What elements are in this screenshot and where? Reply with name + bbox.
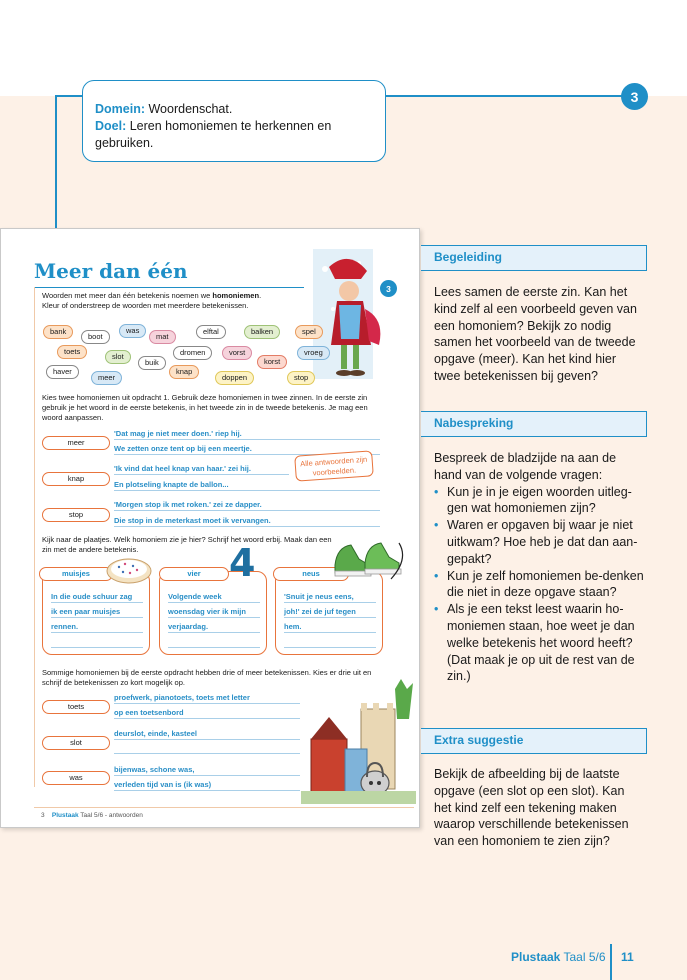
card-3-text: 'Snuit je neus eens, joh!' zei de juf tegen hem. — [284, 592, 356, 631]
task2-sentence-6: Die stop in de meterkast moet ik vervangen. — [114, 516, 271, 525]
word-doppen[interactable]: doppen — [215, 371, 254, 385]
word-haver[interactable]: haver — [46, 365, 79, 379]
card-2-answer: vier — [159, 567, 229, 581]
section-nabespreking-body: Bespreek de bladzijde na aan de hand van de volgende vragen: • Kun je in je eigen woorden uitleg-gen wat homoniemen zijn? • Waren er opgaven bij waar je niet uitkwam? Hoe heb je dat dan aan-gepakt? • Kun je zelf homoniemen be-denken die niet in deze opgave staan? • Als je een tekst leest waarin ho-moniemen staan, hoe weet je dan welke betekenis het woord heeft? (Dat maak je op uit de rest van de zin.) — [434, 450, 644, 685]
sprinkles-cake-image — [105, 555, 153, 585]
word-boot[interactable]: boot — [81, 330, 110, 344]
word-meer[interactable]: meer — [91, 371, 122, 385]
task2-sentence-2: We zetten onze tent op bij een meertje. — [114, 444, 252, 453]
left-rule — [55, 95, 57, 230]
task4-word-was: was — [42, 771, 110, 785]
worksheet-footer-rule — [34, 807, 414, 808]
word-bank[interactable]: bank — [43, 325, 73, 339]
word-toets[interactable]: toets — [57, 345, 87, 359]
task2-sentence-1: 'Dat mag je niet meer doen.' riep hij. — [114, 429, 242, 438]
question-item: • Kun je zelf homoniemen be-denken die niet in deze opgave staan? — [434, 568, 644, 602]
question-item: • Als je een tekst leest waarin ho-moniemen staan, hoe weet je dan welke betekenis het woord heeft? (Dat maak je op uit de rest van de zin.) — [434, 601, 644, 685]
task-3-instruction: Kijk naar de plaatjes. Welk homoniem zie je hier? Schrijf het woord erbij. Maak dan een zin met de andere betekenis. — [42, 535, 332, 554]
exercise-badge: 3 — [380, 280, 397, 297]
title-rule — [34, 287, 304, 288]
task2-word-knap: knap — [42, 472, 110, 486]
task2-sentence-4: En plotseling knapte de ballon... — [114, 480, 229, 489]
answer-line — [114, 490, 380, 491]
task4-meaning-1: proefwerk, pianotoets, toets met letter — [114, 693, 250, 702]
word-spel[interactable]: spel — [295, 325, 323, 339]
header-rule — [385, 95, 625, 97]
discussion-questions — [434, 484, 644, 686]
card-3-answer: neus — [273, 567, 349, 581]
examples-note: Alle antwoorden zijn voorbeelden. — [294, 450, 374, 481]
answer-line — [114, 526, 380, 527]
margin-rule — [34, 287, 35, 787]
task4-meaning-3: deurslot, einde, kasteel — [114, 729, 197, 738]
number-four-image: 4 — [229, 541, 256, 585]
task2-word-stop: stop — [42, 508, 110, 522]
page-footer-brand: Plustaak Taal 5/6 — [511, 950, 606, 964]
worksheet-title: Meer dan één — [34, 259, 188, 283]
answer-line — [114, 474, 289, 475]
castle-lock-image — [301, 679, 416, 804]
domain-label: Domein: — [95, 102, 145, 116]
worksheet-footer: 3 Plustaak Taal 5/6 - antwoorden — [41, 812, 143, 819]
task2-sentence-3: 'Ik vind dat heel knap van haar.' zei hij. — [114, 464, 251, 473]
jester-illustration — [309, 249, 391, 389]
footer-separator — [610, 944, 612, 980]
section-extra-body: Bekijk de afbeelding bij de laatste opgave (een slot op een slot). Kan het kind zelf een tekening maken waarop verschillende betekenissen van een homoniem te zien zijn? — [434, 767, 629, 849]
task4-meaning-4: bijenwas, schone was, — [114, 765, 195, 774]
worksheet-intro: Woorden met meer dan één betekenis noemen we homoniemen. Kleur of onderstreep de woorden met meerdere betekenissen. — [42, 291, 262, 310]
answer-line — [114, 439, 380, 440]
word-vorst[interactable]: vorst — [222, 346, 252, 360]
word-slot[interactable]: slot — [105, 350, 131, 364]
question-item: • Waren er opgaven bij waar je niet uitkwam? Hoe heb je dat dan aan-gepakt? — [434, 517, 644, 567]
goal-label: Doel: — [95, 119, 127, 133]
worksheet — [0, 228, 420, 828]
task2-sentence-5: 'Morgen stop ik met roken.' zei ze dapper. — [114, 500, 262, 509]
section-extra-header: Extra suggestie — [421, 728, 647, 754]
word-mat[interactable]: mat — [149, 330, 176, 344]
card-1-text: In die oude schuur zag ik een paar muisjes rennen. — [51, 592, 133, 631]
page-number: 11 — [621, 950, 634, 964]
word-vroeg[interactable]: vroeg — [297, 346, 330, 360]
word-was[interactable]: was — [119, 324, 146, 338]
word-dromen[interactable]: dromen — [173, 346, 212, 360]
domain-value: Woordenschat. — [148, 102, 233, 116]
goal-value: Leren homoniemen te herkennen en gebruiken. — [95, 119, 332, 150]
word-korst[interactable]: korst — [257, 355, 287, 369]
answer-line — [114, 510, 380, 511]
question-item: • Kun je in je eigen woorden uitleg-gen wat homoniemen zijn? — [434, 484, 644, 518]
lesson-number-badge: 3 — [621, 83, 648, 110]
section-begeleiding-body: Lees samen de eerste zin. Kan het kind zelf al een voorbeeld geven van een homoniem? Bekijk zo nodig samen het voorbeeld van de tweede opgave (meer). Kan het kind hier twee betekenissen bij geven? — [434, 285, 637, 383]
word-stop[interactable]: stop — [287, 371, 315, 385]
section-nabespreking-header: Nabespreking — [421, 411, 647, 437]
task4-meaning-2: op een toetsenbord — [114, 708, 184, 717]
word-balken[interactable]: balken — [244, 325, 280, 339]
section-begeleiding-header: Begeleiding — [421, 245, 647, 271]
card-2-text: Volgende week woensdag vier ik mijn verjaardag. — [168, 592, 246, 631]
domain-box — [82, 80, 386, 162]
task-4-instruction: Sommige homoniemen bij de eerste opdracht hebben drie of meer betekenissen. Kies er drie uit en schrijf de betekenissen zo kort mogelijk op. — [42, 668, 372, 687]
card-1-answer: muisjes — [39, 567, 113, 581]
left-rule-top — [55, 95, 83, 97]
task4-meaning-5: verleden tijd van is (ik was) — [114, 780, 212, 789]
task4-word-toets: toets — [42, 700, 110, 714]
task4-word-slot: slot — [42, 736, 110, 750]
word-knap[interactable]: knap — [169, 365, 199, 379]
word-buik[interactable]: buik — [138, 356, 166, 370]
task2-word-meer: meer — [42, 436, 110, 450]
word-elftal[interactable]: elftal — [196, 325, 226, 339]
picture-card-3 — [275, 571, 383, 655]
task-2-instruction: Kies twee homoniemen uit opdracht 1. Gebruik deze homoniemen in twee zinnen. In de eerste zin gebruik je het woord in de eerste betekenis, in het tweede zin in de tweede betekenis. Je mag een woord aanpassen. — [42, 393, 368, 422]
sneakers-image — [329, 539, 409, 583]
